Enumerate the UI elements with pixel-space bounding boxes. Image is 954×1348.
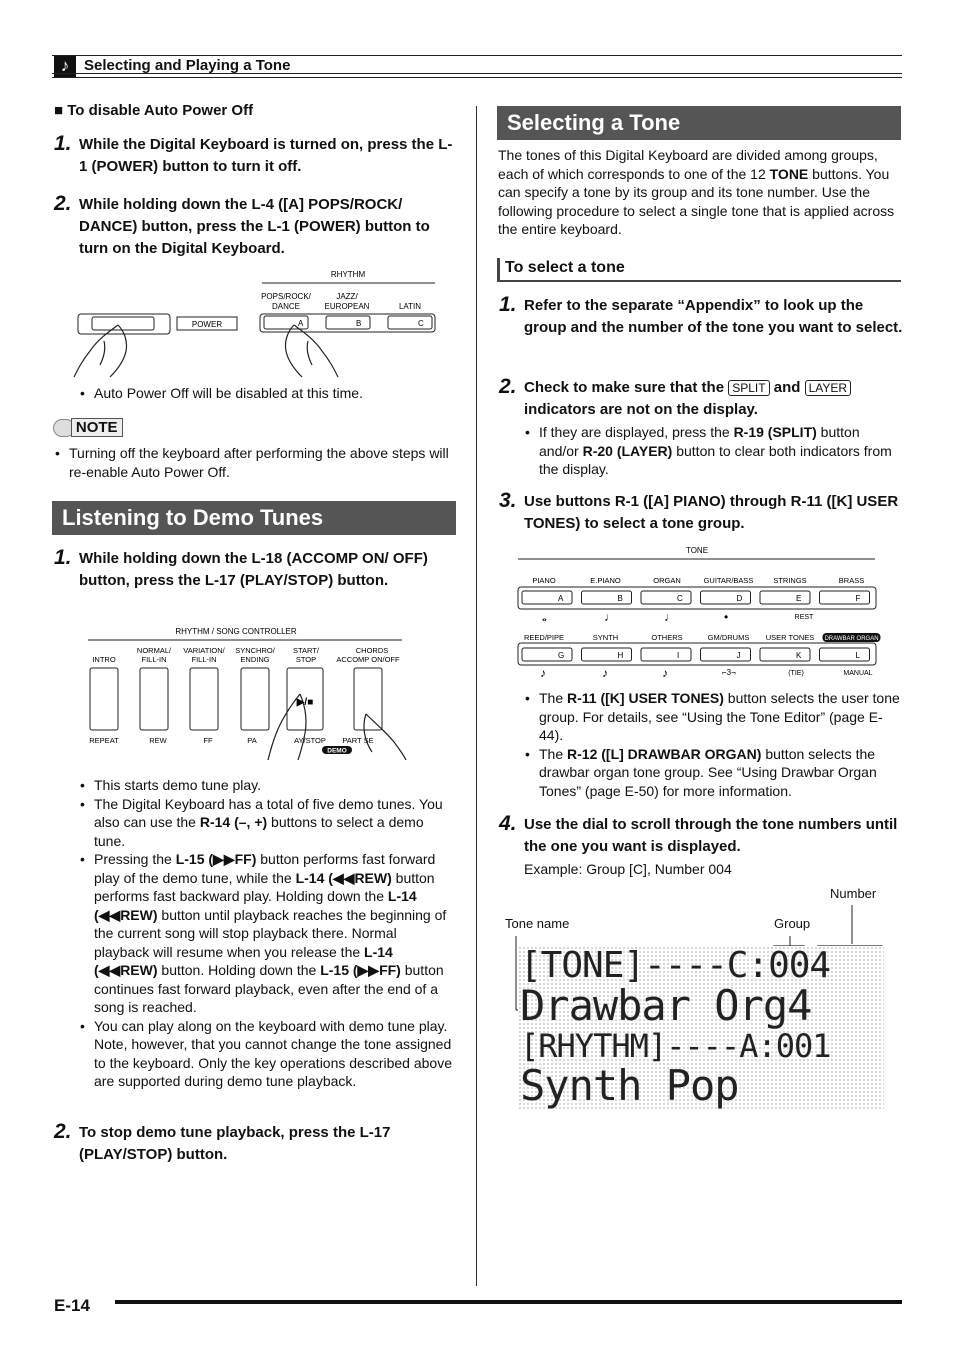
lcd-line-3: [RHYTHM]----A:001 [520, 1027, 831, 1065]
quarter-note-icon: ♩ [664, 610, 676, 624]
note-symbols [540, 610, 736, 680]
note-bullets [54, 444, 454, 481]
step-number: 4. [499, 812, 517, 835]
tone-key-label: A [558, 594, 564, 603]
tone-key-label: E [796, 594, 802, 603]
number-label: Number [830, 886, 877, 901]
tie-label: (TIE) [788, 670, 804, 677]
tone-group-label: GM/DRUMS [707, 633, 750, 642]
header-title: Selecting and Playing a Tone [84, 57, 291, 74]
intro-label: INTRO [92, 655, 116, 664]
tone-group-label: USER TONES [765, 633, 815, 642]
normal-fill-button[interactable] [140, 668, 168, 730]
list-item: • The Digital Keyboard has a total of five demo tunes. You also can use the R-14 (–, +) buttons to select a demo tune. [79, 795, 455, 851]
list-item: • You can play along on the keyboard with demo tune play. Note, however, that you cannot change the tone assigned to the keyboard. Only the key operations described above are supported during demo tune playback. [79, 1017, 455, 1091]
tone-intro: The tones of this Digital Keyboard are divided among groups, each of which corresponds to one of the 12 TONE buttons. You can specify a tone by its group and its tone number. Use the following procedure to select a single tone that is applied across the entire keyboard. [498, 147, 895, 237]
power-rhythm-figure [70, 265, 450, 380]
tone-buttons-figure [514, 543, 884, 683]
header-rule-2 [52, 73, 902, 74]
key-b-label: B [356, 319, 362, 328]
tone-key-label: G [558, 651, 565, 660]
rhythm-label: RHYTHM [330, 270, 366, 279]
ending-label: ENDING [240, 655, 270, 664]
intro-button[interactable] [90, 668, 118, 730]
tone-key-label: I [677, 651, 680, 660]
part-label: PART SE [342, 736, 374, 745]
step2-bullets [524, 423, 894, 479]
latin-button[interactable] [388, 316, 432, 329]
step-text: Use the dial to scroll through the tone numbers until the one you want is displayed. [524, 816, 898, 855]
tone-key-label: H [617, 651, 624, 660]
tone-group-label: PIANO [532, 576, 556, 585]
demo-section-title: Listening to Demo Tunes [52, 501, 456, 535]
tone-group-label: BRASS [838, 576, 865, 585]
lcd-line-4: Synth Pop [520, 1061, 739, 1110]
list-item: • This starts demo tune play. [79, 776, 455, 795]
variation-fill-button[interactable] [190, 668, 218, 730]
tone-button-l[interactable] [820, 648, 870, 661]
dance-label: DANCE [271, 302, 301, 311]
page-number: E-14 [54, 1296, 90, 1315]
list-item: • The R-12 ([L] DRAWBAR ORGAN) button selects the drawbar organ tone group. See “Using Drawbar Organ Tones” (page E-50) for more information. [524, 745, 902, 801]
column-divider [476, 106, 477, 1286]
tone-button-g[interactable] [522, 648, 572, 661]
european-label: EUROPEAN [324, 302, 370, 311]
split-indicator: SPLIT [728, 380, 769, 396]
step-number: 1. [54, 546, 72, 569]
triplet-icon: ⌐3¬ [722, 668, 736, 677]
start-label: START/ [293, 646, 319, 655]
tone-button-b[interactable] [582, 591, 632, 604]
tone-group-label: GUITAR/BASS [703, 576, 754, 585]
header-music-icon: ♪ [54, 55, 76, 77]
song-controller-figure [82, 622, 422, 762]
tone-button-e[interactable] [760, 591, 810, 604]
tone-group-label: ORGAN [653, 576, 681, 585]
lcd-line-2: Drawbar Org4 [520, 981, 812, 1030]
demo-bullets [79, 776, 455, 1091]
list-item: • Pressing the L-15 (▶▶FF) button performs fast forward play of the demo tune, while the L-14 (◀◀REW) button performs fast backward play. Holding down the L-14 (◀◀REW) button until playback reaches the beginning of the current song will stop playback there. Normal playback will resume when you release the L-14 (◀◀REW) button. Holding down the L-15 (▶▶FF) button continues fast forward playback, even after the end of a song is reached. [79, 850, 455, 1017]
chords-label: CHORDS [355, 646, 389, 655]
synchro-label: SYNCHRO/ [235, 646, 275, 655]
disable-auto-power-heading: ■ To disable Auto Power Off [54, 102, 254, 119]
tone-group-label: E.PIANO [590, 576, 621, 585]
step-text: To stop demo tune playback, press the L-17 (PLAY/STOP) button. [79, 1124, 391, 1163]
whole-note-icon: 𝅝 [542, 610, 547, 624]
demo-badge: DEMO [327, 747, 347, 755]
play-stop-icon: ▶/■ [296, 697, 314, 708]
list-item: • The R-11 ([K] USER TONES) button selects the user tone group. For details, see “Using the Tone Editor” (page E-44). [524, 689, 902, 745]
tone-label: TONE [685, 546, 709, 555]
header-rule-1 [52, 55, 902, 56]
tone-group-label: SYNTH [592, 633, 619, 642]
eighth-note-icon: ♪ [540, 666, 546, 680]
accomp-label: ACCOMP ON/OFF [336, 655, 400, 664]
tone-key-label: C [677, 594, 683, 603]
normal-label: NORMAL/ [136, 646, 172, 655]
key-c-label: C [418, 319, 424, 328]
hand-icon [285, 325, 338, 377]
group-label: Group [774, 916, 811, 931]
step-number: 1. [54, 132, 72, 155]
tone-group-label: DRAWBAR ORGAN [824, 636, 879, 642]
rew-label: REW [149, 736, 167, 745]
hand-icon [74, 325, 127, 377]
list-item: • If they are displayed, press the R-19 (SPLIT) button and/or R-20 (LAYER) button to clear both indicators from the display. [524, 423, 894, 479]
step-number: 2. [499, 375, 517, 398]
tone-button-f[interactable] [820, 591, 870, 604]
step-text: While holding down the L-4 ([A] POPS/ROCK/ DANCE) button, press the L-1 (POWER) button to turn on the Digital Keyboard. [79, 196, 430, 257]
tone-group-label: OTHERS [651, 633, 683, 642]
tone-group-label: STRINGS [773, 576, 807, 585]
step3-bullets [524, 689, 902, 800]
synchro-button[interactable] [241, 668, 269, 730]
lcd-line-1: [TONE]----C:004 [520, 945, 831, 986]
accomp-button[interactable] [354, 668, 382, 730]
sixteenth-note-icon: ♪ [602, 666, 608, 680]
header-rule-3 [52, 77, 902, 78]
list-item: • Turning off the keyboard after performing the above steps will re-enable Auto Power Off. [54, 444, 454, 481]
tone-button-k[interactable] [760, 648, 810, 661]
step-text: While holding down the L-18 (ACCOMP ON/ OFF) button, press the L-17 (PLAY/STOP) button. [79, 550, 428, 589]
controller-label: RHYTHM / SONG CONTROLLER [175, 627, 297, 636]
fill1-label: FILL-IN [141, 655, 167, 664]
jazz-button[interactable] [326, 316, 370, 329]
tone-key-label: L [855, 651, 860, 660]
ff-label: FF [203, 736, 213, 745]
footer-rule [115, 1300, 902, 1304]
note-badge [53, 418, 123, 437]
step-text: Refer to the separate “Appendix” to look up the group and the number of the tone you want to select. [524, 297, 903, 336]
dotted-note-icon: • [724, 610, 729, 624]
tone-button-a[interactable] [522, 591, 572, 604]
pops-label: POPS/ROCK/ [261, 292, 311, 301]
fill2-label: FILL-IN [191, 655, 217, 664]
latin-label: LATIN [398, 302, 422, 311]
key-a-label: A [298, 319, 304, 328]
list-item: • Auto Power Off will be disabled at this time. [79, 384, 459, 403]
example-text: Example: Group [C], Number 004 [524, 861, 732, 877]
step-number: 1. [499, 293, 517, 316]
tone-name-label: Tone name [505, 916, 570, 931]
tone-group-label: REED/PIPE [523, 633, 565, 642]
square-bullet-icon: ■ [54, 102, 64, 119]
tone-key-label: J [736, 651, 741, 660]
tone-key-label: D [736, 594, 743, 603]
tone-key-label: K [796, 651, 802, 660]
tone-key-label: B [617, 594, 623, 603]
variation-label: VARIATION/ [183, 646, 225, 655]
step-number: 3. [499, 489, 517, 512]
step-text: While the Digital Keyboard is turned on, press the L-1 (POWER) button to turn it off. [79, 136, 453, 175]
repeat-label: REPEAT [89, 736, 119, 745]
thirtysecond-note-icon: ♪ [662, 666, 668, 680]
jazz-label: JAZZ/ [336, 292, 358, 301]
tone-button-c[interactable] [641, 591, 691, 604]
lcd-display [518, 946, 884, 1110]
step-text: Use buttons R-1 ([A] PIANO) through R-11 ([K] USER TONES) to select a tone group. [524, 493, 899, 532]
auto-power-bullets [79, 384, 459, 403]
manual-label: MANUAL [843, 670, 873, 677]
playstop-label: AY/STOP [294, 736, 326, 745]
layer-indicator: LAYER [805, 380, 851, 396]
tone-subheading: To select a tone [497, 258, 901, 282]
power-label: POWER [191, 320, 223, 329]
step-number: 2. [54, 1120, 72, 1143]
tone-button-d[interactable] [701, 591, 751, 604]
step-text: Check to make sure that the SPLIT and LAYER indicators are not on the display. [524, 377, 904, 421]
half-note-icon: ♩ [604, 610, 616, 624]
tone-button-i[interactable] [641, 648, 691, 661]
stop-label: STOP [295, 655, 317, 664]
rest-label: REST [794, 614, 814, 621]
tone-section-title: Selecting a Tone [497, 106, 901, 140]
tone-button-j[interactable] [701, 648, 751, 661]
tone-key-label: F [855, 594, 861, 603]
pause-label: PA [247, 736, 257, 745]
note-label: NOTE [71, 418, 123, 437]
power-button[interactable] [92, 317, 154, 330]
tone-button-h[interactable] [582, 648, 632, 661]
step-number: 2. [54, 192, 72, 215]
